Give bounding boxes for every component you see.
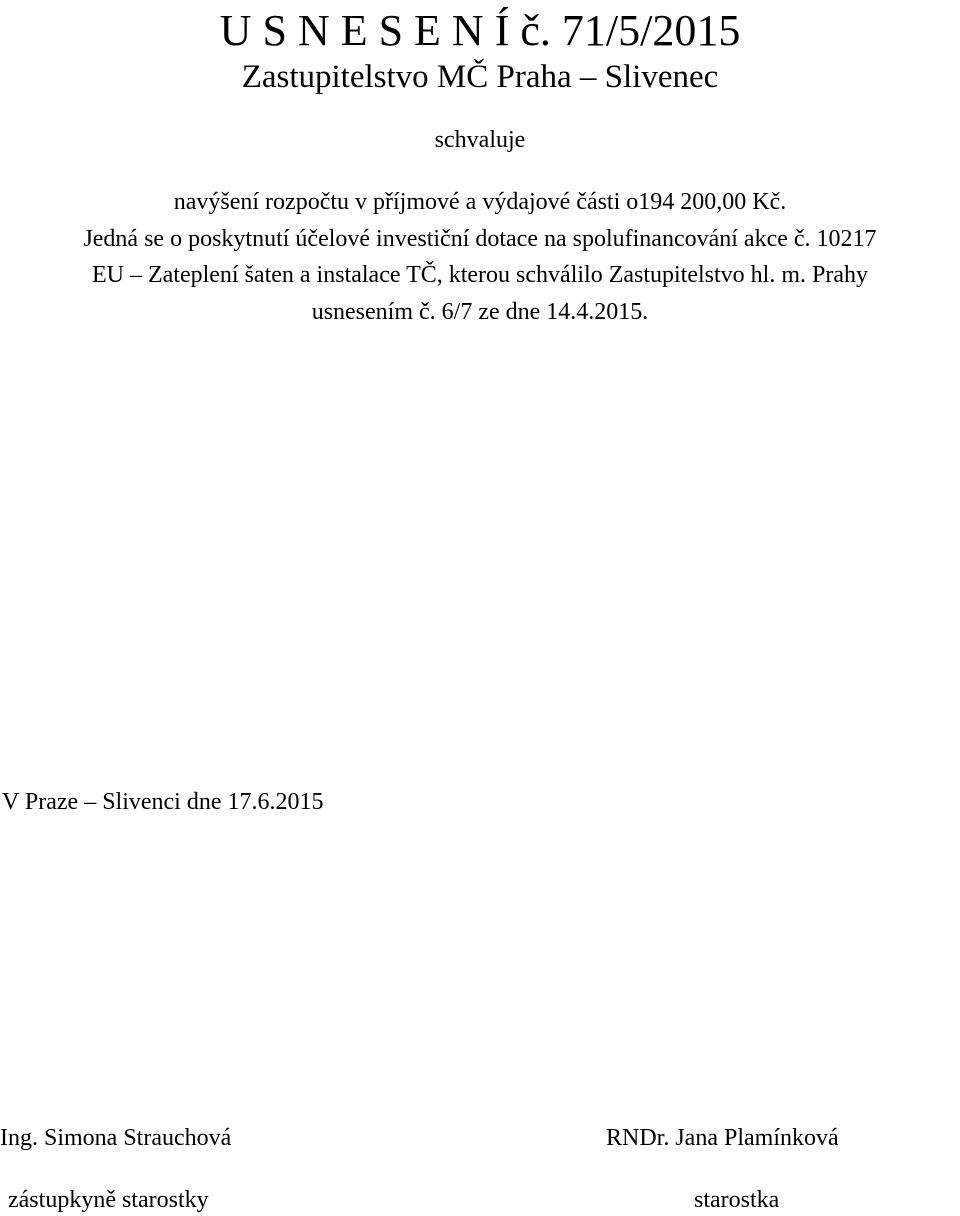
resolution-verb: schvaluje bbox=[434, 127, 526, 153]
signature-role-deputy-mayor: zástupkyně starostky bbox=[8, 1187, 209, 1213]
body-line: EU – Zateplení šaten a instalace TČ, kterou schválilo Zastupitelstvo hl. m. Prahy bbox=[91, 262, 869, 288]
council-name: Zastupitelstvo MČ Praha – Slivenec bbox=[241, 59, 719, 95]
place-and-date: V Praze – Slivenci dne 17.6.2015 bbox=[2, 789, 324, 815]
body-line: Jedná se o poskytnutí účelové investiční dotace na spolufinancování akce č. 10217 bbox=[83, 225, 877, 252]
body-line: usnesením č. 6/7 ze dne 14.4.2015. bbox=[311, 298, 649, 325]
signature-role-mayor: starostka bbox=[694, 1187, 780, 1213]
signature-name-mayor: RNDr. Jana Plamínková bbox=[606, 1125, 839, 1151]
resolution-title: U S N E S E N Í č. 71/5/2015 bbox=[219, 6, 741, 55]
body-line: navýšení rozpočtu v příjmové a výdajové části o194 200,00 Kč. bbox=[173, 189, 787, 215]
signature-name-deputy-mayor: Ing. Simona Strauchová bbox=[0, 1125, 232, 1151]
resolution-body bbox=[0, 184, 960, 330]
